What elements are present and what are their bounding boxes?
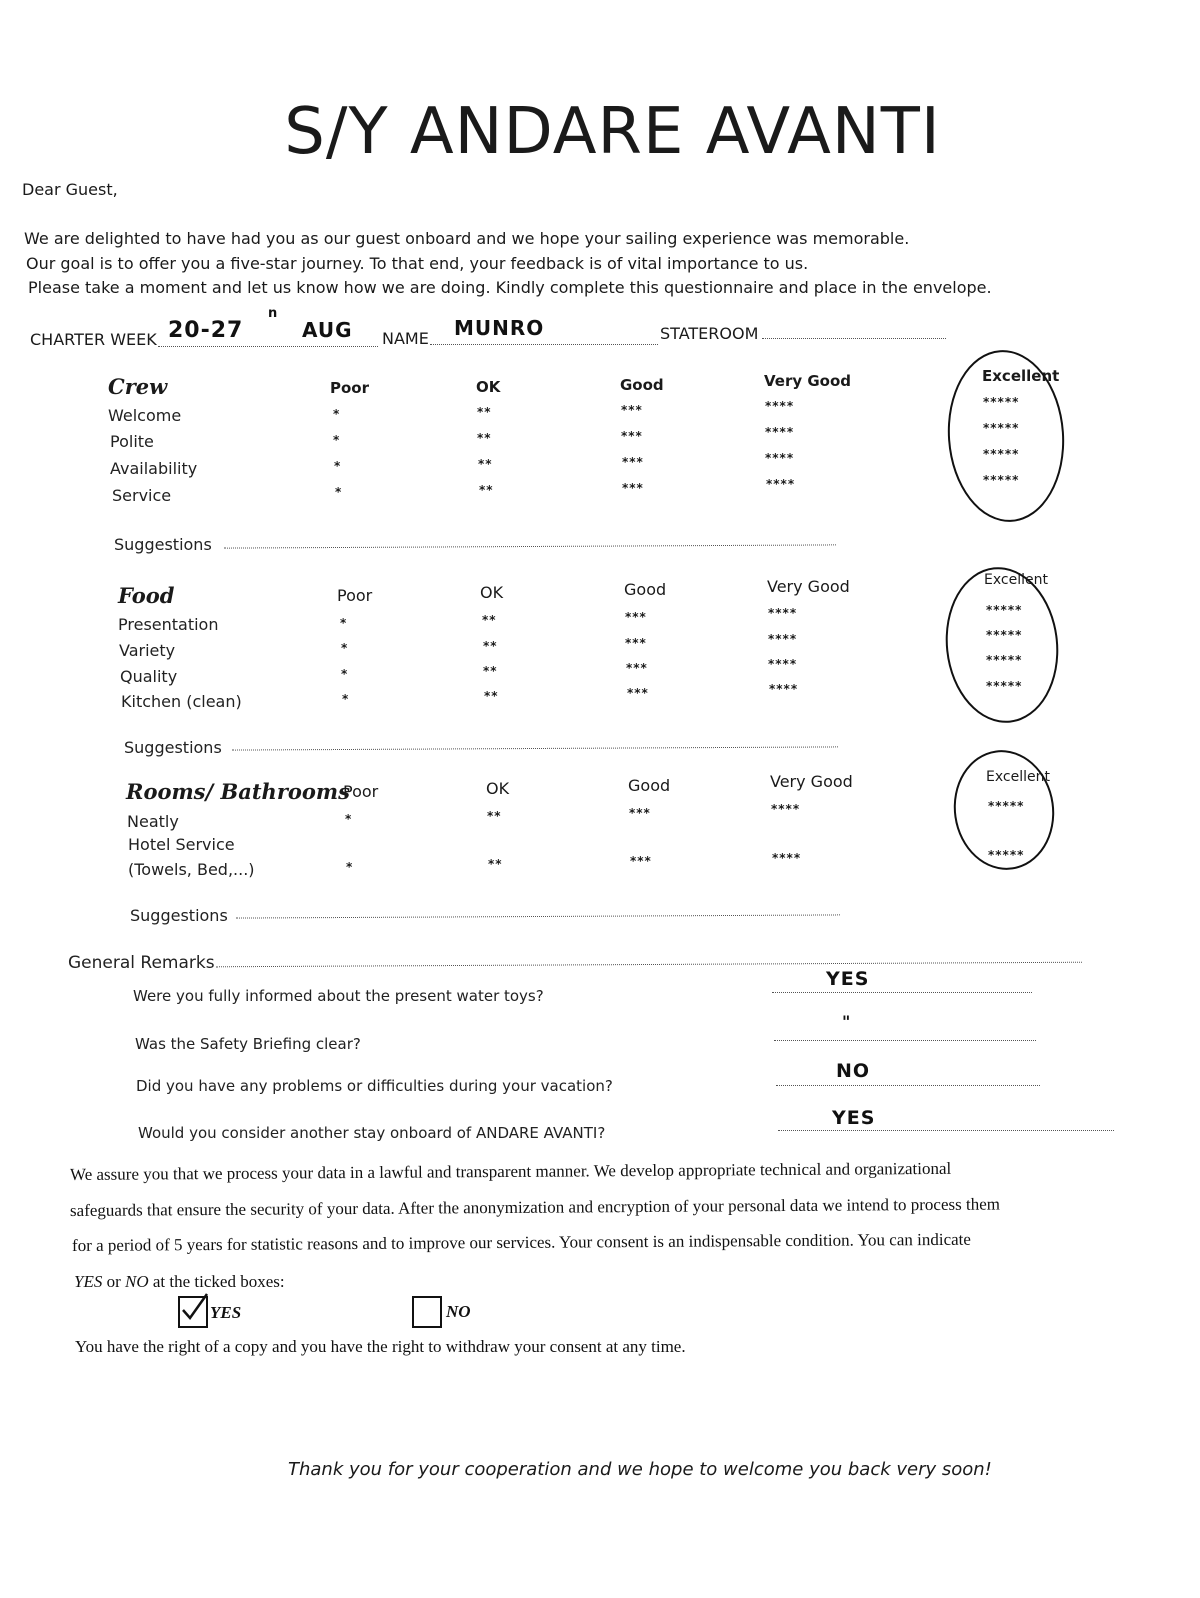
star-rating[interactable]: ***** bbox=[983, 395, 1020, 409]
rooms-col-excellent: Excellent bbox=[986, 769, 1050, 785]
star-rating[interactable]: *** bbox=[630, 854, 652, 868]
question-water-toys: Were you fully informed about the present water toys? bbox=[133, 987, 544, 1005]
rooms-suggestions-input[interactable] bbox=[236, 914, 840, 918]
star-rating[interactable]: ***** bbox=[988, 799, 1025, 813]
star-rating[interactable]: * bbox=[346, 860, 354, 874]
food-col-very-good: Very Good bbox=[767, 577, 850, 596]
star-rating[interactable]: * bbox=[345, 812, 353, 826]
rooms-row-hotel-service: Hotel Service bbox=[128, 835, 235, 854]
question-another-stay: Would you consider another stay onboard of ANDARE AVANTI? bbox=[138, 1124, 606, 1142]
answer-water-toys[interactable]: YES bbox=[826, 968, 870, 990]
privacy-line-4: YES or NO at the ticked boxes: bbox=[74, 1272, 285, 1291]
star-rating[interactable]: ** bbox=[487, 809, 502, 823]
thank-you-message: Thank you for your cooperation and we hope to welcome you back very soon! bbox=[288, 1459, 992, 1480]
star-rating[interactable]: **** bbox=[768, 632, 798, 646]
food-suggestions-label: Suggestions bbox=[124, 738, 222, 757]
rooms-row-towels-bed: (Towels, Bed,...) bbox=[128, 860, 255, 879]
star-rating[interactable]: **** bbox=[769, 682, 799, 696]
food-row-quality: Quality bbox=[120, 667, 178, 686]
rooms-col-good: Good bbox=[628, 776, 671, 795]
privacy-line-2: safeguards that ensure the security of your data. After the anonymization and encryption of your personal data we intend to process them bbox=[69, 1194, 1001, 1220]
star-rating[interactable]: ** bbox=[483, 639, 498, 653]
star-rating[interactable]: ***** bbox=[986, 628, 1023, 642]
checkmark-icon bbox=[179, 1292, 209, 1322]
star-rating[interactable]: ** bbox=[477, 431, 492, 445]
star-rating[interactable]: ** bbox=[478, 457, 493, 471]
question-safety-briefing: Was the Safety Briefing clear? bbox=[135, 1035, 361, 1053]
star-rating[interactable]: ** bbox=[488, 857, 503, 871]
charter-week-sup: n bbox=[268, 306, 279, 321]
food-col-ok: OK bbox=[480, 583, 504, 602]
intro-line-3: Please take a moment and let us know how we are doing. Kindly complete this questionnaire and place in the envelope. bbox=[28, 278, 992, 297]
star-rating[interactable]: * bbox=[335, 485, 343, 499]
star-rating[interactable]: ***** bbox=[986, 653, 1023, 667]
food-row-variety: Variety bbox=[119, 641, 176, 660]
crew-col-very-good: Very Good bbox=[764, 372, 852, 390]
charter-week-value[interactable]: 20-27 bbox=[168, 318, 244, 343]
star-rating[interactable]: *** bbox=[622, 455, 644, 469]
rooms-excellent-circle-mark bbox=[946, 744, 1062, 877]
privacy-line-3: for a period of 5 years for statistic reasons and to improve our services. Your consent is an indispensable condition. You can indicate bbox=[71, 1229, 971, 1255]
crew-row-welcome: Welcome bbox=[108, 406, 182, 425]
star-rating[interactable]: ** bbox=[483, 664, 498, 678]
star-rating[interactable]: * bbox=[342, 692, 350, 706]
food-col-poor: Poor bbox=[337, 586, 373, 605]
answer-safety-briefing[interactable]: " bbox=[842, 1012, 852, 1031]
privacy-rights: You have the right of a copy and you have the right to withdraw your consent at any time. bbox=[75, 1337, 686, 1356]
star-rating[interactable]: **** bbox=[765, 425, 795, 439]
star-rating[interactable]: ***** bbox=[983, 473, 1020, 487]
answer-problems[interactable]: NO bbox=[836, 1060, 871, 1082]
consent-no-label: NO bbox=[446, 1302, 471, 1321]
star-rating[interactable]: ** bbox=[477, 405, 492, 419]
star-rating[interactable]: * bbox=[341, 667, 349, 681]
crew-suggestions-label: Suggestions bbox=[114, 535, 212, 554]
food-row-presentation: Presentation bbox=[118, 615, 219, 634]
star-rating[interactable]: ***** bbox=[983, 447, 1020, 461]
star-rating[interactable]: * bbox=[333, 433, 341, 447]
star-rating[interactable]: *** bbox=[625, 636, 647, 650]
star-rating[interactable]: *** bbox=[627, 686, 649, 700]
answer-another-stay[interactable]: YES bbox=[832, 1107, 876, 1129]
rooms-suggestions-label: Suggestions bbox=[130, 906, 228, 925]
crew-row-service: Service bbox=[112, 486, 172, 505]
star-rating[interactable]: *** bbox=[626, 661, 648, 675]
rooms-col-poor: Poor bbox=[343, 782, 379, 801]
star-rating[interactable]: **** bbox=[772, 851, 802, 865]
crew-col-good: Good bbox=[620, 376, 664, 394]
star-rating[interactable]: ** bbox=[484, 689, 499, 703]
rooms-col-ok: OK bbox=[486, 779, 510, 798]
star-rating[interactable]: * bbox=[334, 459, 342, 473]
food-title: Food bbox=[118, 583, 175, 608]
rooms-title: Rooms/ Bathrooms bbox=[126, 779, 350, 804]
page-title: S/Y ANDARE AVANTI bbox=[284, 95, 941, 169]
crew-col-ok: OK bbox=[476, 378, 501, 396]
food-col-good: Good bbox=[624, 580, 667, 599]
star-rating[interactable]: *** bbox=[629, 806, 651, 820]
intro-line-1: We are delighted to have had you as our guest onboard and we hope your sailing experience was memorable. bbox=[24, 229, 910, 248]
crew-row-polite: Polite bbox=[110, 432, 154, 451]
consent-no-checkbox[interactable] bbox=[412, 1296, 442, 1328]
charter-week-label: CHARTER WEEK bbox=[30, 330, 157, 349]
name-label: NAME bbox=[382, 329, 429, 348]
consent-yes-label: YES bbox=[210, 1303, 242, 1322]
star-rating[interactable]: *** bbox=[621, 403, 643, 417]
rooms-col-very-good: Very Good bbox=[770, 772, 853, 791]
food-col-excellent: Excellent bbox=[984, 572, 1048, 588]
star-rating[interactable]: ***** bbox=[983, 421, 1020, 435]
crew-title: Crew bbox=[108, 374, 168, 399]
star-rating[interactable]: **** bbox=[768, 606, 798, 620]
crew-suggestions-input[interactable] bbox=[224, 544, 836, 548]
star-rating[interactable]: **** bbox=[766, 477, 796, 491]
star-rating[interactable]: *** bbox=[625, 610, 647, 624]
general-remarks-label: General Remarks bbox=[68, 953, 215, 973]
star-rating[interactable]: **** bbox=[765, 399, 795, 413]
consent-yes-checkbox[interactable] bbox=[178, 1296, 208, 1328]
name-value[interactable]: MUNRO bbox=[454, 316, 545, 340]
star-rating[interactable]: **** bbox=[771, 802, 801, 816]
crew-col-poor: Poor bbox=[330, 379, 370, 397]
question-problems: Did you have any problems or difficulties during your vacation? bbox=[136, 1077, 613, 1095]
star-rating[interactable]: ***** bbox=[986, 603, 1023, 617]
star-rating[interactable]: * bbox=[340, 616, 348, 630]
star-rating[interactable]: **** bbox=[765, 451, 795, 465]
food-suggestions-input[interactable] bbox=[232, 746, 838, 750]
star-rating[interactable]: ** bbox=[482, 613, 497, 627]
general-remarks-input[interactable] bbox=[216, 962, 1082, 968]
star-rating[interactable]: **** bbox=[768, 657, 798, 671]
rooms-row-neatly: Neatly bbox=[127, 812, 179, 831]
charter-week-month: AUG bbox=[302, 318, 353, 342]
star-rating[interactable]: * bbox=[341, 641, 349, 655]
star-rating[interactable]: ***** bbox=[988, 848, 1025, 862]
star-rating[interactable]: * bbox=[333, 407, 341, 421]
star-rating[interactable]: ***** bbox=[986, 679, 1023, 693]
star-rating[interactable]: ** bbox=[479, 483, 494, 497]
food-row-kitchen: Kitchen (clean) bbox=[121, 692, 242, 711]
privacy-line-1: We assure you that we process your data in a lawful and transparent manner. We develop appropriate technical and organizational bbox=[69, 1158, 952, 1184]
star-rating[interactable]: *** bbox=[622, 481, 644, 495]
crew-row-availability: Availability bbox=[110, 459, 198, 478]
star-rating[interactable]: *** bbox=[621, 429, 643, 443]
greeting: Dear Guest, bbox=[22, 180, 118, 199]
crew-col-excellent: Excellent bbox=[982, 367, 1060, 385]
intro-line-2: Our goal is to offer you a five-star journey. To that end, your feedback is of vital importance to us. bbox=[26, 254, 809, 273]
stateroom-label: STATEROOM bbox=[660, 324, 759, 343]
